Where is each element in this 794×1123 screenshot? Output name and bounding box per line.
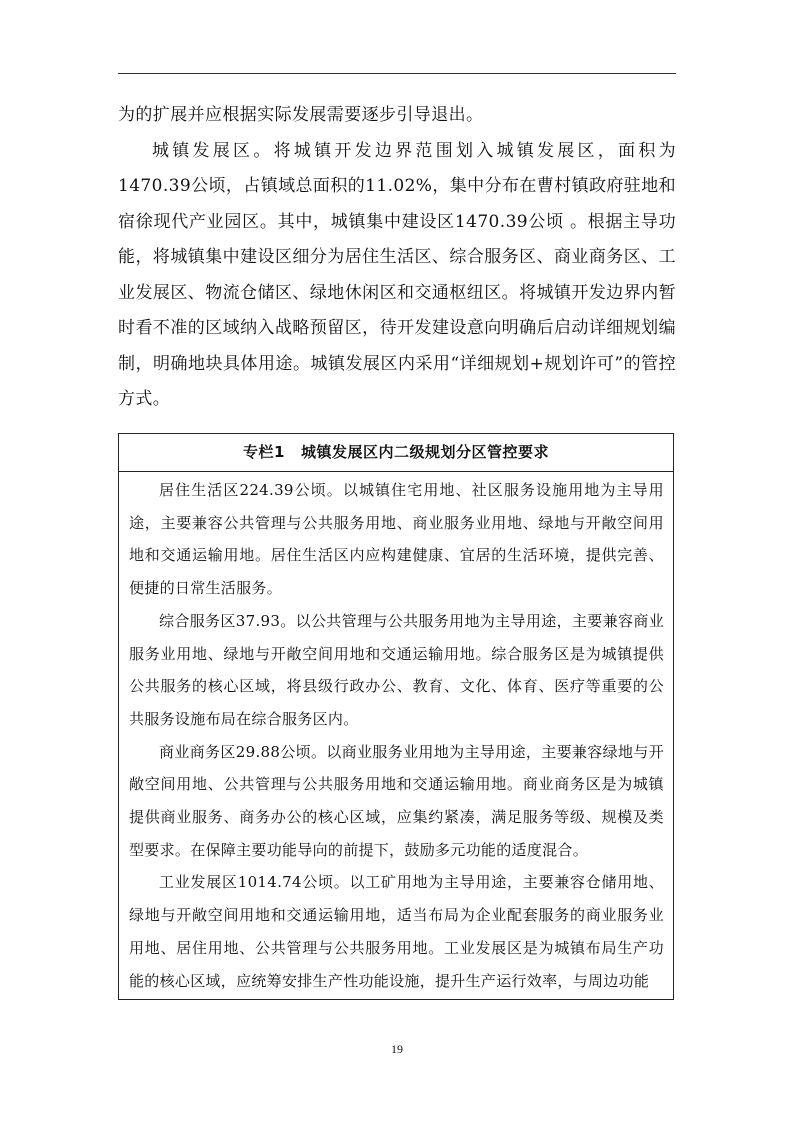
body-paragraph: 为的扩展并应根据实际发展需要逐步引导退出。 bbox=[118, 105, 484, 125]
special-column-body bbox=[119, 472, 673, 997]
header-rule bbox=[118, 73, 676, 74]
zone-paragraph-industrial: 工业发展区1014.74公顷。以工矿用地为主导用途，主要兼容仓储用地、绿地与开敞空间用地和交通运输用地，适当布局为企业配套服务的商业服务业用地、居住用地、公共管理与公共服务用地。工业发展区是为城镇布局生产功能的核心区域，应统筹安排生产性功能设施，提升生产运行效率，与周边功能 bbox=[129, 873, 664, 990]
zone-paragraph-commercial: 商业商务区29.88公顷。以商业服务业用地为主导用途，主要兼容绿地与开敞空间用地、公共管理与公共服务用地和交通运输用地。商业商务区是为城镇提供商业服务、商务办公的核心区域，应集约紧凑，满足服务等级、规模及类型要求。在保障主要功能导向的前提下，鼓励多元功能的适度混合。 bbox=[129, 742, 664, 859]
zone-paragraph-comprehensive-service: 综合服务区37.93。以公共管理与公共服务用地为主导用途，主要兼容商业服务业用地、绿地与开敞空间用地和交通运输用地。综合服务区是为城镇提供公共服务的核心区域，将县级行政办公、教育、文化、体育、医疗等重要的公共服务设施布局在综合服务区内。 bbox=[129, 611, 664, 728]
special-column-label: 专栏1 bbox=[243, 443, 285, 461]
body-paragraph: 城镇发展区。将城镇开发边界范围划入城镇发展区，面积为1470.39公顷，占镇域总面积的11.02%，集中分布在曹村镇政府驻地和宿徐现代产业园区。其中，城镇集中建设区1470.39公顷 。根据主导功能，将城镇集中建设区细分为居住生活区、综合服务区、商业商务区、工业发展区、物流仓储区、绿地休闲区和交通枢纽区。将城镇开发边界内暂时看不准的区域纳入战略预留区，待开发建设意向明确后启动详细规划编制，明确地块具体用途。城镇发展区内采用“详细规划+规划许可”的管控方式。 bbox=[118, 140, 676, 409]
body-text bbox=[118, 98, 676, 418]
special-column-heading: 城镇发展区内二级规划分区管控要求 bbox=[300, 443, 549, 461]
page-number: 19 bbox=[391, 1042, 403, 1056]
zone-paragraph-residential: 居住生活区224.39公顷。以城镇住宅用地、社区服务设施用地为主导用途，主要兼容公共管理与公共服务用地、商业服务业用地、绿地与开敞空间用地和交通运输用地。居住生活区内应构建健康、宜居的生活环境，提供完善、便捷的日常生活服务。 bbox=[129, 481, 664, 598]
special-column-title bbox=[119, 434, 673, 472]
special-column-box bbox=[118, 433, 674, 1000]
